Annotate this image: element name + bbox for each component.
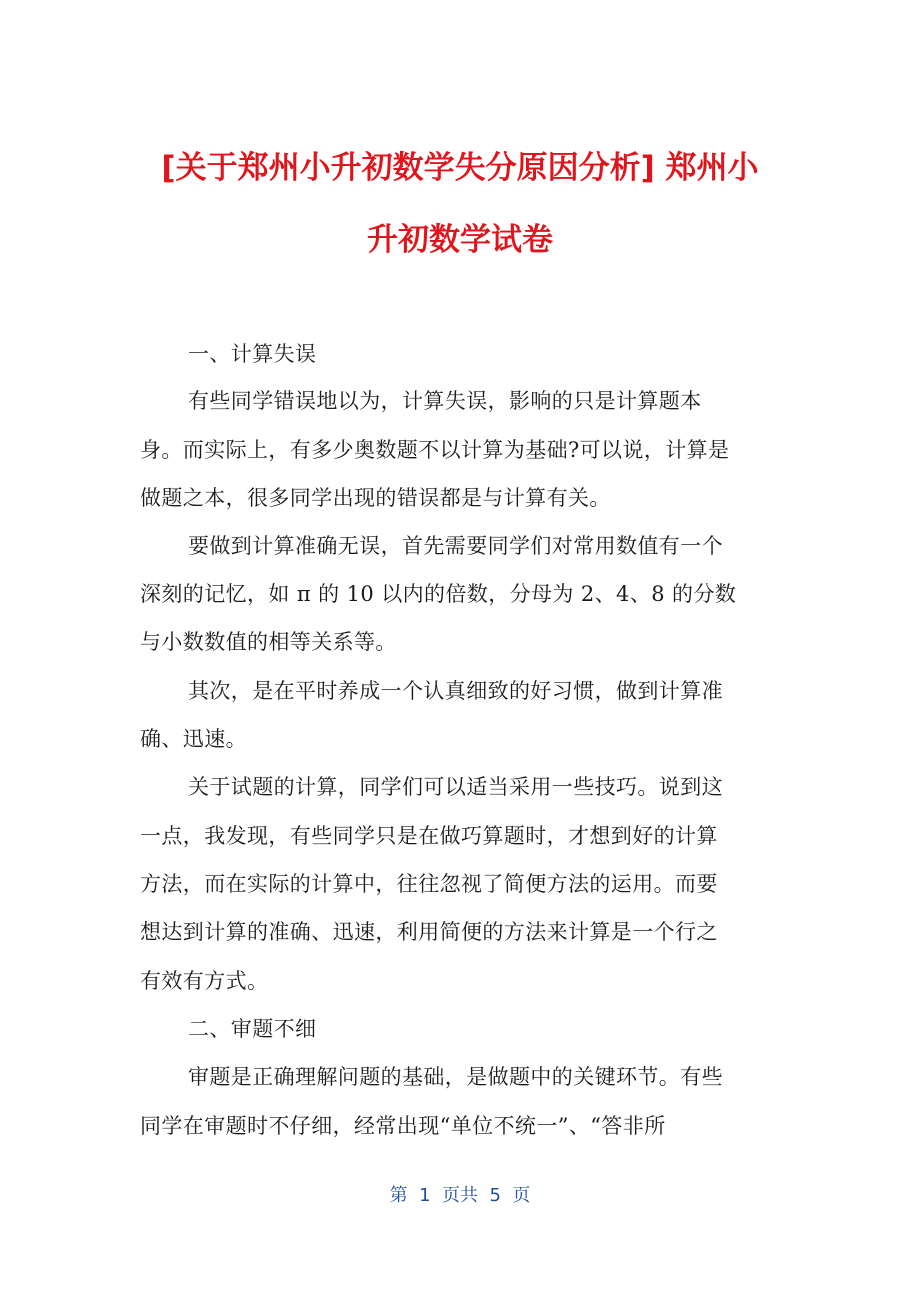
paragraph-line: 审题是正确理解问题的基础，是做题中的关键环节。有些 (188, 1065, 723, 1089)
paragraph-line: 想达到计算的准确、迅速，利用简便的方法来计算是一个行之 (140, 920, 718, 944)
section-heading: 二、审题不细 (188, 1017, 317, 1041)
paragraph-line: 方法，而在实际的计算中，往往忽视了简便方法的运用。而要 (140, 872, 718, 896)
paragraph-line: 有效有方式。 (140, 969, 269, 993)
paragraph-line: 确、迅速。 (140, 727, 247, 751)
document-title-line-1: [关于郑州小升初数学失分原因分析] 郑州小 (161, 150, 759, 186)
page-footer: 第 1 页共 5 页 (389, 1185, 531, 1206)
document-title-line-2: 升初数学试卷 (367, 222, 553, 258)
section-heading: 一、计算失误 (188, 342, 317, 366)
paragraph-line: 一点，我发现，有些同学只是在做巧算题时，才想到好的计算 (140, 824, 718, 848)
paragraph-line: 有些同学错误地以为，计算失误，影响的只是计算题本 (188, 389, 702, 413)
paragraph-line: 要做到计算准确无误，首先需要同学们对常用数值有一个 (188, 534, 723, 558)
paragraph-line: 同学在审题时不仔细，经常出现“单位不统一”、“答非所 (140, 1114, 666, 1138)
paragraph-line: 深刻的记忆，如 π 的 10 以内的倍数，分母为 2、4、8 的分数 (140, 582, 737, 606)
paragraph-line: 与小数数值的相等关系等。 (140, 630, 397, 654)
paragraph-line: 身。而实际上，有多少奥数题不以计算为基础?可以说，计算是 (140, 438, 730, 462)
paragraph-line: 关于试题的计算，同学们可以适当采用一些技巧。说到这 (188, 775, 723, 799)
paragraph-line: 其次，是在平时养成一个认真细致的好习惯，做到计算准 (188, 679, 723, 703)
paragraph-line: 做题之本，很多同学出现的错误都是与计算有关。 (140, 486, 611, 510)
